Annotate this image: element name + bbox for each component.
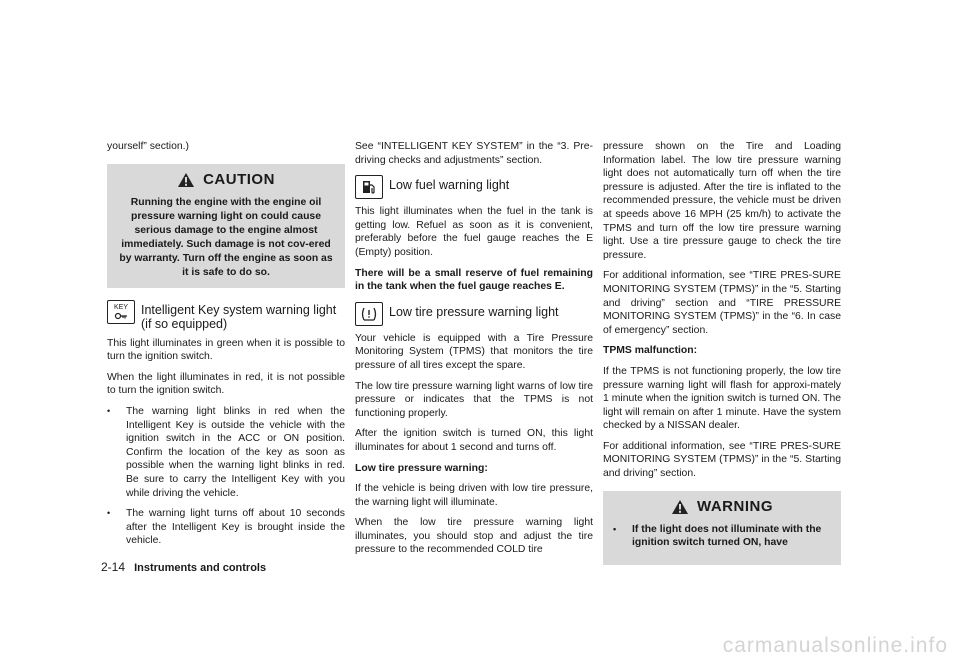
warning-heading	[613, 499, 831, 515]
warning-triangle-icon	[671, 499, 689, 515]
caution-title: CAUTION	[203, 170, 275, 188]
ikey-section-heading	[107, 300, 345, 331]
ikey-title	[141, 300, 336, 331]
list-item: • If the light does not illuminate with the ignition switch turned ON, have	[613, 523, 831, 550]
caution-box	[107, 164, 345, 288]
ikey-paragraph-1: This light illuminates in green when it is possible to turn the ignition switch.	[107, 337, 345, 363]
warning-bullets	[613, 523, 831, 550]
ikey-see-also: See “INTELLIGENT KEY SYSTEM” in the “3. Pre-driving checks and adjustments” section.	[355, 141, 593, 166]
ikey-paragraph-2: When the light illuminates in red, it is not possible to turn the ignition switch.	[107, 371, 345, 397]
tire-paragraph-1: Your vehicle is equipped with a Tire Pressure Monitoring System (TPMS) that monitors the tire pressure of all tires except the spare.	[355, 332, 593, 371]
tpms-subheading: TPMS malfunction:	[603, 345, 698, 357]
ikey-bullets	[107, 405, 345, 548]
column-3	[603, 140, 841, 577]
tire-paragraph-4: If the vehicle is being driven with low tire pressure, the warning light will illuminate.	[355, 483, 593, 508]
page-footer	[101, 560, 266, 574]
ikey-title-line1: Intelligent Key system warning light	[141, 302, 337, 317]
tire-title: Low tire pressure warning light	[389, 304, 559, 319]
column-2	[355, 140, 593, 564]
page-number: 2-14	[101, 560, 126, 574]
watermark: carmanualsonline.info	[722, 634, 948, 657]
ikey-icon-text: KEY	[113, 303, 128, 311]
warning-triangle-icon	[177, 172, 195, 188]
fuel-paragraph: This light illuminates when the fuel in the tank is getting low. Refuel as soon as it is convenient, preferably before the fuel gauge reaches the E (Empty) position.	[355, 206, 593, 258]
tpms-paragraph-2: For additional information, see “TIRE PRES-SURE MONITORING SYSTEM (TPMS)” in the “5. Starting and driving” section and “TIRE PRESSURE MONITORING SYSTEM (TPMS)” in the “6. In case of emergency” section.	[603, 270, 841, 336]
tpms-paragraph-3: If the TPMS is not functioning properly, the low tire pressure warning light will flash for approxi-mately 1 minute when the ignition switch is turned ON. The light will remain on after 1 minute. Have the system checked by a NISSAN dealer.	[603, 365, 841, 432]
caution-body: Running the engine with the engine oil pressure warning light on could cause serious damage to the engine almost immediately. Such damage is not cov-ered by warranty. Turn off the engine as soon as it is safe to do so.	[119, 196, 333, 278]
intelligent-key-icon	[107, 300, 135, 324]
list-item: • The warning light turns off about 10 seconds after the Intelligent Key is brought inside the vehicle.	[107, 507, 345, 548]
fuel-title: Low fuel warning light	[389, 178, 510, 193]
tpms-paragraph-4: For additional information, see “TIRE PRES-SURE MONITORING SYSTEM (TPMS)” in the “5. Starting and driving” section.	[603, 440, 841, 480]
fuel-pump-icon	[355, 175, 383, 199]
tire-paragraph-3: After the ignition switch is turned ON, this light illuminates for about 1 second and turns off.	[355, 428, 593, 453]
intro-text: yourself” section.)	[107, 141, 189, 152]
tire-paragraph-2: The low tire pressure warning light warns of low tire pressure or indicates that the TPMS is not functioning properly.	[355, 380, 593, 419]
warning-box	[603, 491, 841, 565]
fuel-section-heading	[355, 175, 593, 199]
warning-title: WARNING	[697, 497, 773, 515]
column-1	[107, 140, 345, 555]
fuel-bold-note: There will be a small reserve of fuel remaining in the tank when the fuel gauge reaches E.	[355, 267, 593, 293]
tire-pressure-icon	[355, 302, 383, 326]
caution-heading	[117, 172, 335, 188]
footer-section-name: Instruments and controls	[134, 562, 267, 574]
tpms-paragraph-1: pressure shown on the Tire and Loading Information label. The low tire pressure warning light does not automatically turn off when the tire pressure is adjusted. After the tire is inflated to the recommended pressure, the vehicle must be driven at speeds above 16 MPH (25 km/h) to activate the TPMS and turn off the low tire pressure warning light. Use a tire pressure gauge to check the tire pressure.	[603, 141, 841, 261]
list-item: • The warning light blinks in red when the Intelligent Key is outside the vehicle with the ignition switch in the ACC or ON position. Confirm the location of the key as soon as possible when the warning light blinks in red. Be sure to carry the Intelligent Key with you while driving the vehicle.	[107, 405, 345, 500]
tire-subheading: Low tire pressure warning:	[355, 462, 488, 474]
tire-paragraph-5: When the low tire pressure warning light illuminates, you should stop and adjust the tire pressure to the recommended COLD tire	[355, 517, 593, 556]
ikey-title-line2: (if so equipped)	[141, 316, 228, 331]
tire-section-heading	[355, 302, 593, 326]
